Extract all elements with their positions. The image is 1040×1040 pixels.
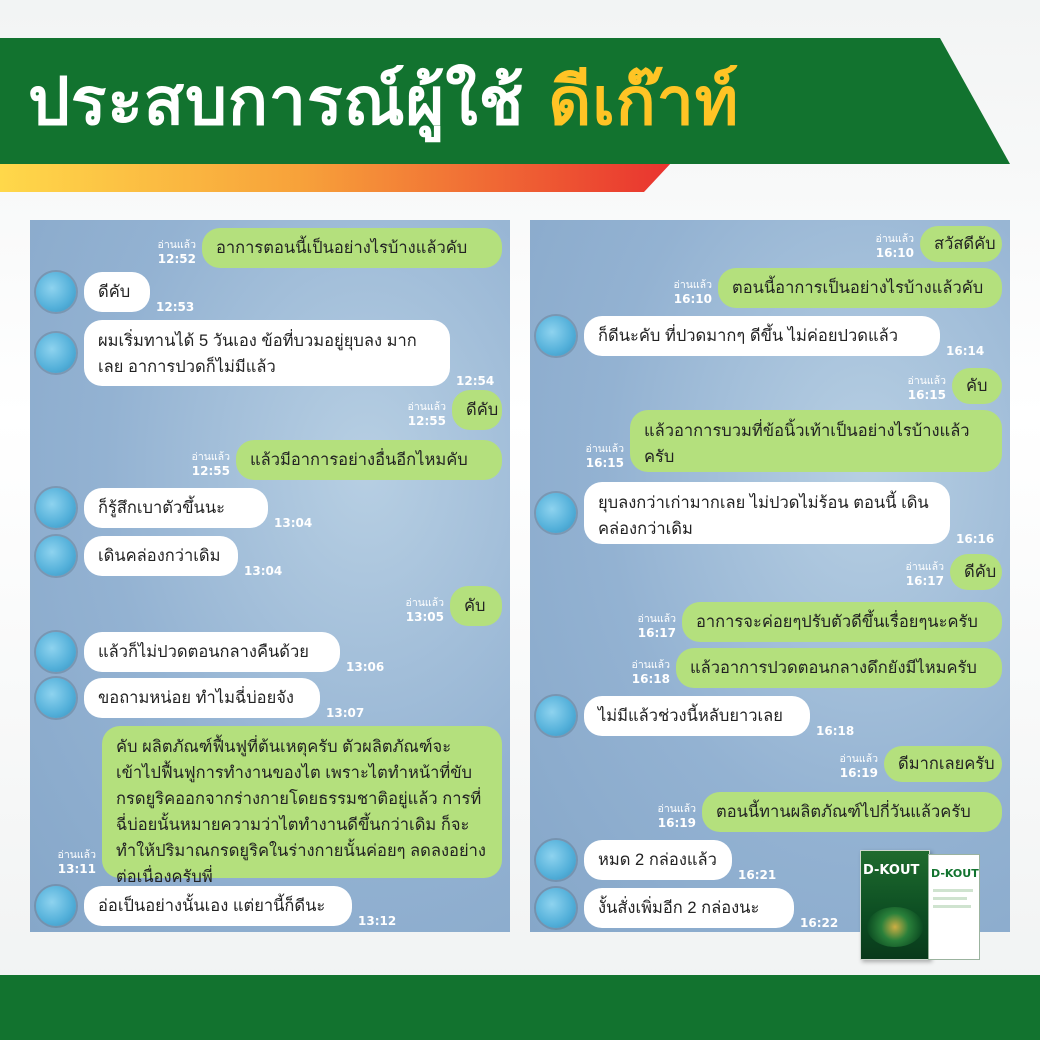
contact-avatar[interactable] bbox=[36, 536, 76, 576]
message-text: ก็รู้สึกเบาตัวขึ้นนะ bbox=[98, 499, 225, 517]
contact-avatar[interactable] bbox=[36, 333, 76, 373]
message-text: อาการจะค่อยๆปรับตัวดีขึ้นเรื่อยๆนะครับ bbox=[696, 613, 978, 631]
chat-message-row bbox=[30, 488, 510, 532]
sent-message-bubble[interactable] bbox=[452, 390, 502, 430]
received-message-bubble[interactable] bbox=[584, 482, 950, 544]
read-receipt: อ่านแล้ว bbox=[657, 803, 696, 815]
received-message-bubble[interactable] bbox=[84, 272, 150, 312]
product-box-image bbox=[860, 850, 980, 962]
message-text: อ่อเป็นอย่างนั้นเอง แต่ยานี้ก็ดีนะ bbox=[98, 897, 326, 915]
chat-message-row bbox=[530, 648, 1010, 692]
chat-message-row bbox=[30, 228, 510, 272]
message-time: 16:15 bbox=[585, 456, 624, 470]
chat-message-row bbox=[530, 602, 1010, 646]
message-meta bbox=[158, 238, 196, 266]
message-text: ตอนนี้อาการเป็นอย่างไรบ้างแล้วคับ bbox=[732, 279, 984, 297]
message-meta bbox=[408, 400, 446, 428]
chat-message-row bbox=[30, 586, 510, 630]
received-message-bubble[interactable] bbox=[84, 632, 340, 672]
sent-message-bubble[interactable] bbox=[920, 226, 1002, 262]
chat-message-row bbox=[530, 268, 1010, 312]
message-meta bbox=[906, 560, 944, 588]
sent-message-bubble[interactable] bbox=[202, 228, 502, 268]
contact-avatar[interactable] bbox=[36, 678, 76, 718]
message-text: คับ ผลิตภัณฑ์ฟื้นฟูที่ต้นเหตุครับ ตัวผลิตภัณฑ์จะเข้าไปฟื้นฟูการทำงานของไต เพราะไตทำหน้าที่ขับกรดยูริคออกจากร่างกายโดยธรรมชาติอยู่แล้ว การที่ฉี่บ่อยนั้นหมายความว่าไตทำงานดีขึ้นกว่าเดิม ก็จะทำให้ปริมาณกรดยูริคในร่างกายนั้นค่อยๆ ลดลงอย่างต่อเนื่องครับพี่ bbox=[116, 738, 486, 886]
chat-panel-left bbox=[30, 220, 510, 932]
contact-avatar[interactable] bbox=[536, 888, 576, 928]
chat-message-row bbox=[530, 554, 1010, 594]
contact-avatar[interactable] bbox=[36, 488, 76, 528]
chat-message-row bbox=[30, 726, 510, 886]
footer-bar bbox=[0, 975, 1040, 1040]
received-message-bubble[interactable] bbox=[84, 320, 450, 386]
message-text: ดีคับ bbox=[964, 563, 997, 581]
message-time: 13:11 bbox=[57, 862, 96, 876]
message-meta bbox=[674, 278, 712, 306]
sent-message-bubble[interactable] bbox=[884, 746, 1002, 782]
read-receipt: อ่านแล้ว bbox=[839, 753, 878, 765]
received-message-bubble[interactable] bbox=[84, 678, 320, 718]
received-message-bubble[interactable] bbox=[584, 888, 794, 928]
read-receipt: อ่านแล้ว bbox=[191, 451, 230, 463]
message-time: 12:52 bbox=[157, 252, 196, 266]
message-time: 16:18 bbox=[631, 672, 670, 686]
chat-message-row bbox=[530, 746, 1010, 786]
contact-avatar[interactable] bbox=[536, 840, 576, 880]
product-side-text-line bbox=[933, 905, 971, 908]
sent-message-bubble[interactable] bbox=[630, 410, 1002, 472]
message-time: 13:06 bbox=[346, 660, 385, 674]
message-time: 16:17 bbox=[905, 574, 944, 588]
message-time: 16:22 bbox=[800, 916, 839, 930]
chat-message-row bbox=[30, 886, 510, 930]
contact-avatar[interactable] bbox=[36, 886, 76, 926]
message-time: 16:19 bbox=[839, 766, 878, 780]
message-time: 12:55 bbox=[191, 464, 230, 478]
chat-message-row bbox=[530, 316, 1010, 360]
sent-message-bubble[interactable] bbox=[676, 648, 1002, 688]
sent-message-bubble[interactable] bbox=[718, 268, 1002, 308]
read-receipt: อ่านแล้ว bbox=[905, 561, 944, 573]
message-text: ผมเริ่มทานได้ 5 วันเอง ข้อที่บวมอยู่ยุบลง มากเลย อาการปวดก็ไม่มีแล้ว bbox=[98, 332, 417, 376]
sent-message-bubble[interactable] bbox=[702, 792, 1002, 832]
message-text: สวัสดีคับ bbox=[934, 235, 996, 253]
chat-message-row bbox=[30, 272, 510, 316]
message-text: ตอนนี้ทานผลิตภัณฑ์ไปกี่วันแล้วครับ bbox=[716, 803, 971, 821]
chat-message-row bbox=[530, 226, 1010, 266]
sent-message-bubble[interactable] bbox=[682, 602, 1002, 642]
message-time: 16:10 bbox=[875, 246, 914, 260]
message-time: 13:04 bbox=[244, 564, 283, 578]
received-message-bubble[interactable] bbox=[584, 696, 810, 736]
chat-message-row bbox=[530, 696, 1010, 740]
read-receipt: อ่านแล้ว bbox=[907, 375, 946, 387]
message-meta bbox=[908, 374, 946, 402]
message-meta bbox=[658, 802, 696, 830]
sent-message-bubble[interactable] bbox=[450, 586, 502, 626]
read-receipt: อ่านแล้ว bbox=[57, 849, 96, 861]
banner-title-text: ประสบการณ์ผู้ใช้ bbox=[28, 63, 525, 140]
message-meta bbox=[840, 752, 878, 780]
read-receipt: อ่านแล้ว bbox=[157, 239, 196, 251]
product-graphic bbox=[867, 907, 923, 947]
received-message-bubble[interactable] bbox=[84, 488, 268, 528]
message-text: คับ bbox=[966, 377, 988, 395]
contact-avatar[interactable] bbox=[536, 316, 576, 356]
message-text: ยุบลงกว่าเก่ามากเลย ไม่ปวดไม่ร้อน ตอนนี้ เดินคล่องกว่าเดิม bbox=[598, 494, 929, 538]
message-time: 12:54 bbox=[456, 374, 495, 388]
chat-message-row bbox=[530, 792, 1010, 836]
read-receipt: อ่านแล้ว bbox=[875, 233, 914, 245]
message-time: 13:04 bbox=[274, 516, 313, 530]
message-text: แล้วอาการปวดตอนกลางดึกยังมีไหมครับ bbox=[690, 659, 977, 677]
read-receipt: อ่านแล้ว bbox=[673, 279, 712, 291]
message-meta bbox=[406, 596, 444, 624]
message-time: 13:12 bbox=[358, 914, 397, 928]
product-side-text-line bbox=[933, 897, 967, 900]
message-text: ก็ดีนะคับ ที่ปวดมากๆ ดีขึ้น ไม่ค่อยปวดแล้ว bbox=[598, 327, 898, 345]
chat-message-row bbox=[530, 482, 1010, 548]
message-text: ไม่มีแล้วช่วงนี้หลับยาวเลย bbox=[598, 707, 783, 725]
message-text: อาการตอนนี้เป็นอย่างไรบ้างแล้วคับ bbox=[216, 239, 468, 257]
message-time: 12:53 bbox=[156, 300, 195, 314]
message-text: เดินคล่องกว่าเดิม bbox=[98, 547, 221, 565]
message-meta bbox=[632, 658, 670, 686]
message-text: ดีคับ bbox=[466, 401, 499, 419]
message-time: 16:10 bbox=[673, 292, 712, 306]
message-text: แล้วอาการบวมที่ข้อนิ้วเท้าเป็นอย่างไรบ้างแล้ว ครับ bbox=[644, 422, 970, 466]
contact-avatar[interactable] bbox=[536, 493, 576, 533]
chat-message-row bbox=[30, 390, 510, 434]
chat-message-row bbox=[30, 536, 510, 580]
message-time: 13:07 bbox=[326, 706, 365, 720]
message-meta bbox=[58, 848, 96, 876]
message-text: ดีคับ bbox=[98, 283, 131, 301]
message-time: 16:16 bbox=[956, 532, 995, 546]
read-receipt: อ่านแล้ว bbox=[631, 659, 670, 671]
message-text: ขอถามหน่อย ทำไมฉี่บ่อยจัง bbox=[98, 689, 294, 707]
message-text: คับ bbox=[464, 597, 486, 615]
chat-panel-right bbox=[530, 220, 1010, 932]
message-time: 13:05 bbox=[405, 610, 444, 624]
contact-avatar[interactable] bbox=[36, 632, 76, 672]
received-message-bubble[interactable] bbox=[84, 536, 238, 576]
message-time: 16:17 bbox=[637, 626, 676, 640]
received-message-bubble[interactable] bbox=[584, 316, 940, 356]
message-text: แล้วก็ไม่ปวดตอนกลางคืนด้วย bbox=[98, 643, 309, 661]
received-message-bubble[interactable] bbox=[584, 840, 732, 880]
product-side-title: D-KOUT bbox=[931, 867, 979, 880]
message-text: ดีมากเลยครับ bbox=[898, 755, 995, 773]
message-time: 12:55 bbox=[407, 414, 446, 428]
message-time: 16:15 bbox=[907, 388, 946, 402]
chat-message-row bbox=[30, 440, 510, 484]
chat-message-row bbox=[30, 678, 510, 722]
product-side-text-line bbox=[933, 889, 973, 892]
banner-title bbox=[28, 52, 739, 152]
message-time: 16:21 bbox=[738, 868, 777, 882]
message-time: 16:18 bbox=[816, 724, 855, 738]
read-receipt: อ่านแล้ว bbox=[637, 613, 676, 625]
contact-avatar[interactable] bbox=[36, 272, 76, 312]
chat-message-row bbox=[30, 632, 510, 676]
message-time: 16:14 bbox=[946, 344, 985, 358]
chat-message-row bbox=[530, 368, 1010, 408]
sent-message-bubble[interactable] bbox=[952, 368, 1002, 404]
message-meta bbox=[192, 450, 230, 478]
product-front-title: D-KOUT bbox=[863, 863, 920, 878]
message-text: หมด 2 กล่องแล้ว bbox=[598, 851, 717, 869]
sent-message-bubble[interactable] bbox=[102, 726, 502, 886]
received-message-bubble[interactable] bbox=[84, 886, 352, 926]
message-meta bbox=[638, 612, 676, 640]
banner-accent-stripe bbox=[0, 162, 672, 192]
sent-message-bubble[interactable] bbox=[236, 440, 502, 480]
chat-message-row bbox=[30, 320, 510, 390]
message-text: งั้นสั่งเพิ่มอีก 2 กล่องนะ bbox=[598, 899, 760, 917]
read-receipt: อ่านแล้ว bbox=[407, 401, 446, 413]
message-meta bbox=[586, 442, 624, 470]
message-text: แล้วมีอาการอย่างอื่นอีกไหมคับ bbox=[250, 451, 468, 469]
sent-message-bubble[interactable] bbox=[950, 554, 1002, 590]
read-receipt: อ่านแล้ว bbox=[585, 443, 624, 455]
contact-avatar[interactable] bbox=[536, 696, 576, 736]
message-meta bbox=[876, 232, 914, 260]
product-box-front bbox=[860, 850, 930, 960]
chat-message-row bbox=[530, 410, 1010, 476]
banner-brand-text: ดีเก๊าท์ bbox=[548, 63, 740, 140]
message-time: 16:19 bbox=[657, 816, 696, 830]
product-box-side bbox=[928, 854, 980, 960]
read-receipt: อ่านแล้ว bbox=[405, 597, 444, 609]
